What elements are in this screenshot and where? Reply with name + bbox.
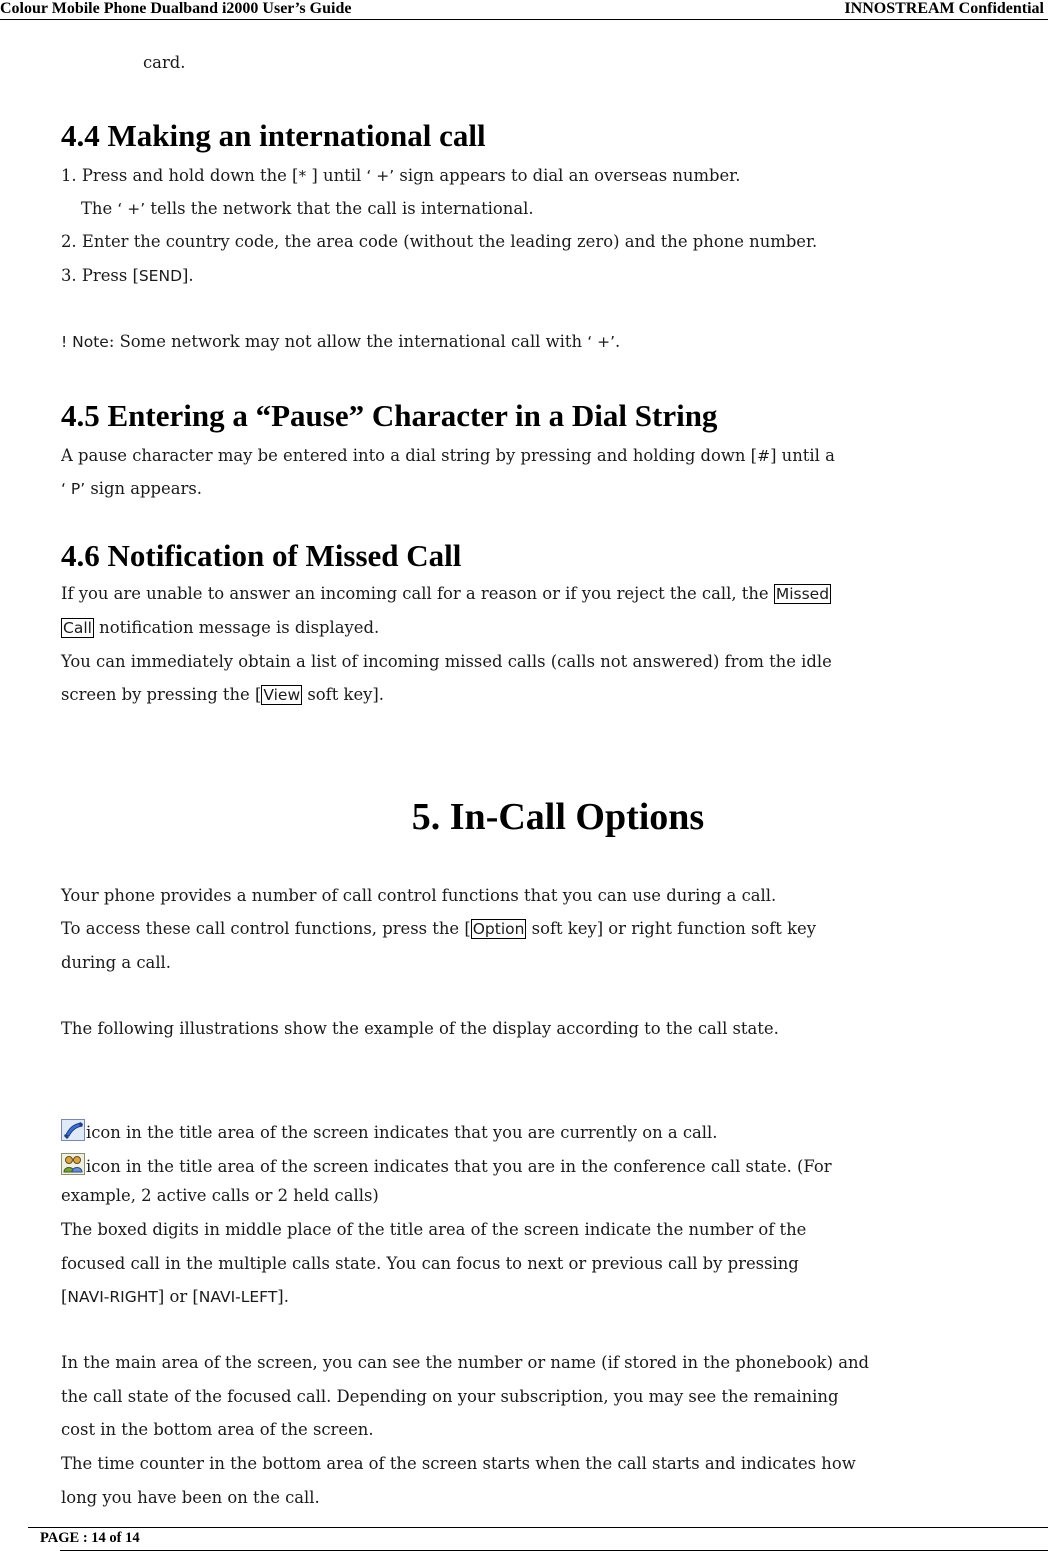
s44-step1: 1. Press and hold down the [* ] until ‘ +’ sign appears to dial an overseas number. <box>61 166 741 185</box>
s5-icon1-line: icon in the title area of the screen indicates that you are currently on a call. <box>61 1119 718 1143</box>
s5-p10: the call state of the focused call. Depending on your subscription, you may see the remaining <box>61 1387 839 1406</box>
active-call-icon <box>61 1119 85 1141</box>
s5-p9: In the main area of the screen, you can see the number or name (if stored in the phonebook) and <box>61 1353 870 1372</box>
key-navi-right: NAVI-RIGHT <box>67 1288 158 1306</box>
s46-line1: If you are unable to answer an incoming call for a reason or if you reject the call, the Missed <box>61 584 830 603</box>
s5-p11: cost in the bottom area of the screen. <box>61 1420 374 1439</box>
s5-p6: The boxed digits in middle place of the title area of the screen indicate the number of the <box>61 1220 807 1239</box>
key-hash: # <box>757 447 771 465</box>
s44-step3: 3. Press [SEND]. <box>61 266 194 285</box>
s46-line4: screen by pressing the [ View soft key]. <box>61 685 385 704</box>
plus-sign: ‘ +’ <box>366 167 395 185</box>
option-softkey-box: Option <box>472 920 525 938</box>
section-4-6-title: 4.6 Notification of Missed Call <box>61 538 462 573</box>
note-label: ! Note <box>61 333 109 351</box>
header-title: Colour Mobile Phone Dualband i2000 User’s Guide <box>0 0 352 17</box>
s44-step2: 2. Enter the country code, the area code (without the leading zero) and the phone number. <box>61 232 818 251</box>
s5-p5: example, 2 active calls or 2 held calls) <box>61 1186 379 1205</box>
s5-p12: The time counter in the bottom area of the screen starts when the call starts and indicates how <box>61 1454 856 1473</box>
p-sign: ‘ P’ <box>61 480 86 498</box>
s46-line3: You can immediately obtain a list of incoming missed calls (calls not answered) from the idle <box>61 652 832 671</box>
key-star: * <box>298 167 307 185</box>
key-navi-left: NAVI-LEFT <box>198 1288 278 1306</box>
section-4-5-title: 4.5 Entering a “Pause” Character in a Dial String <box>61 398 718 433</box>
section-4-4-title: 4.4 Making an international call <box>61 118 486 153</box>
s5-p7: focused call in the multiple calls state. You can focus to next or previous call by pressing <box>61 1254 799 1273</box>
view-softkey-box: View <box>263 686 301 704</box>
s5-p2: To access these call control functions, press the [ Option soft key] or right function soft key <box>61 919 816 938</box>
chapter-5-title: 5. In-Call Options <box>411 796 705 838</box>
s5-p4: The following illustrations show the example of the display according to the call state. <box>61 1019 779 1038</box>
plus-sign: ‘ +’ <box>587 333 616 351</box>
s5-icon2-line: icon in the title area of the screen indicates that you are in the conference call state. (For <box>61 1153 832 1177</box>
s44-step1-line2: The ‘ +’ tells the network that the call is international. <box>81 199 534 218</box>
s5-p8: [NAVI-RIGHT] or [NAVI-LEFT]. <box>61 1287 289 1306</box>
key-send: SEND <box>138 267 183 285</box>
s5-p13: long you have been on the call. <box>61 1488 320 1507</box>
s5-p1: Your phone provides a number of call control functions that you can use during a call. <box>61 886 777 905</box>
missed-call-box: Call <box>63 619 92 637</box>
s5-p3: during a call. <box>61 953 172 972</box>
s44-note: ! Note: Some network may not allow the international call with ‘ +’. <box>61 332 621 351</box>
footer-rule-top <box>28 1527 1048 1528</box>
header-confidential: INNOSTREAM Confidential <box>844 0 1044 17</box>
missed-call-box: Missed <box>775 585 830 603</box>
intro-tail: card. <box>143 53 186 72</box>
conference-call-icon <box>61 1153 85 1175</box>
plus-sign: ‘ +’ <box>117 200 146 218</box>
s45-line2: ‘ P’ sign appears. <box>61 479 202 498</box>
s45-line1: A pause character may be entered into a dial string by pressing and holding down [#] until a <box>61 446 835 465</box>
s46-line2: Call notification message is displayed. <box>63 618 380 637</box>
footer-page-number: PAGE : 14 of 14 <box>40 1530 140 1546</box>
header-rule <box>0 19 1048 20</box>
